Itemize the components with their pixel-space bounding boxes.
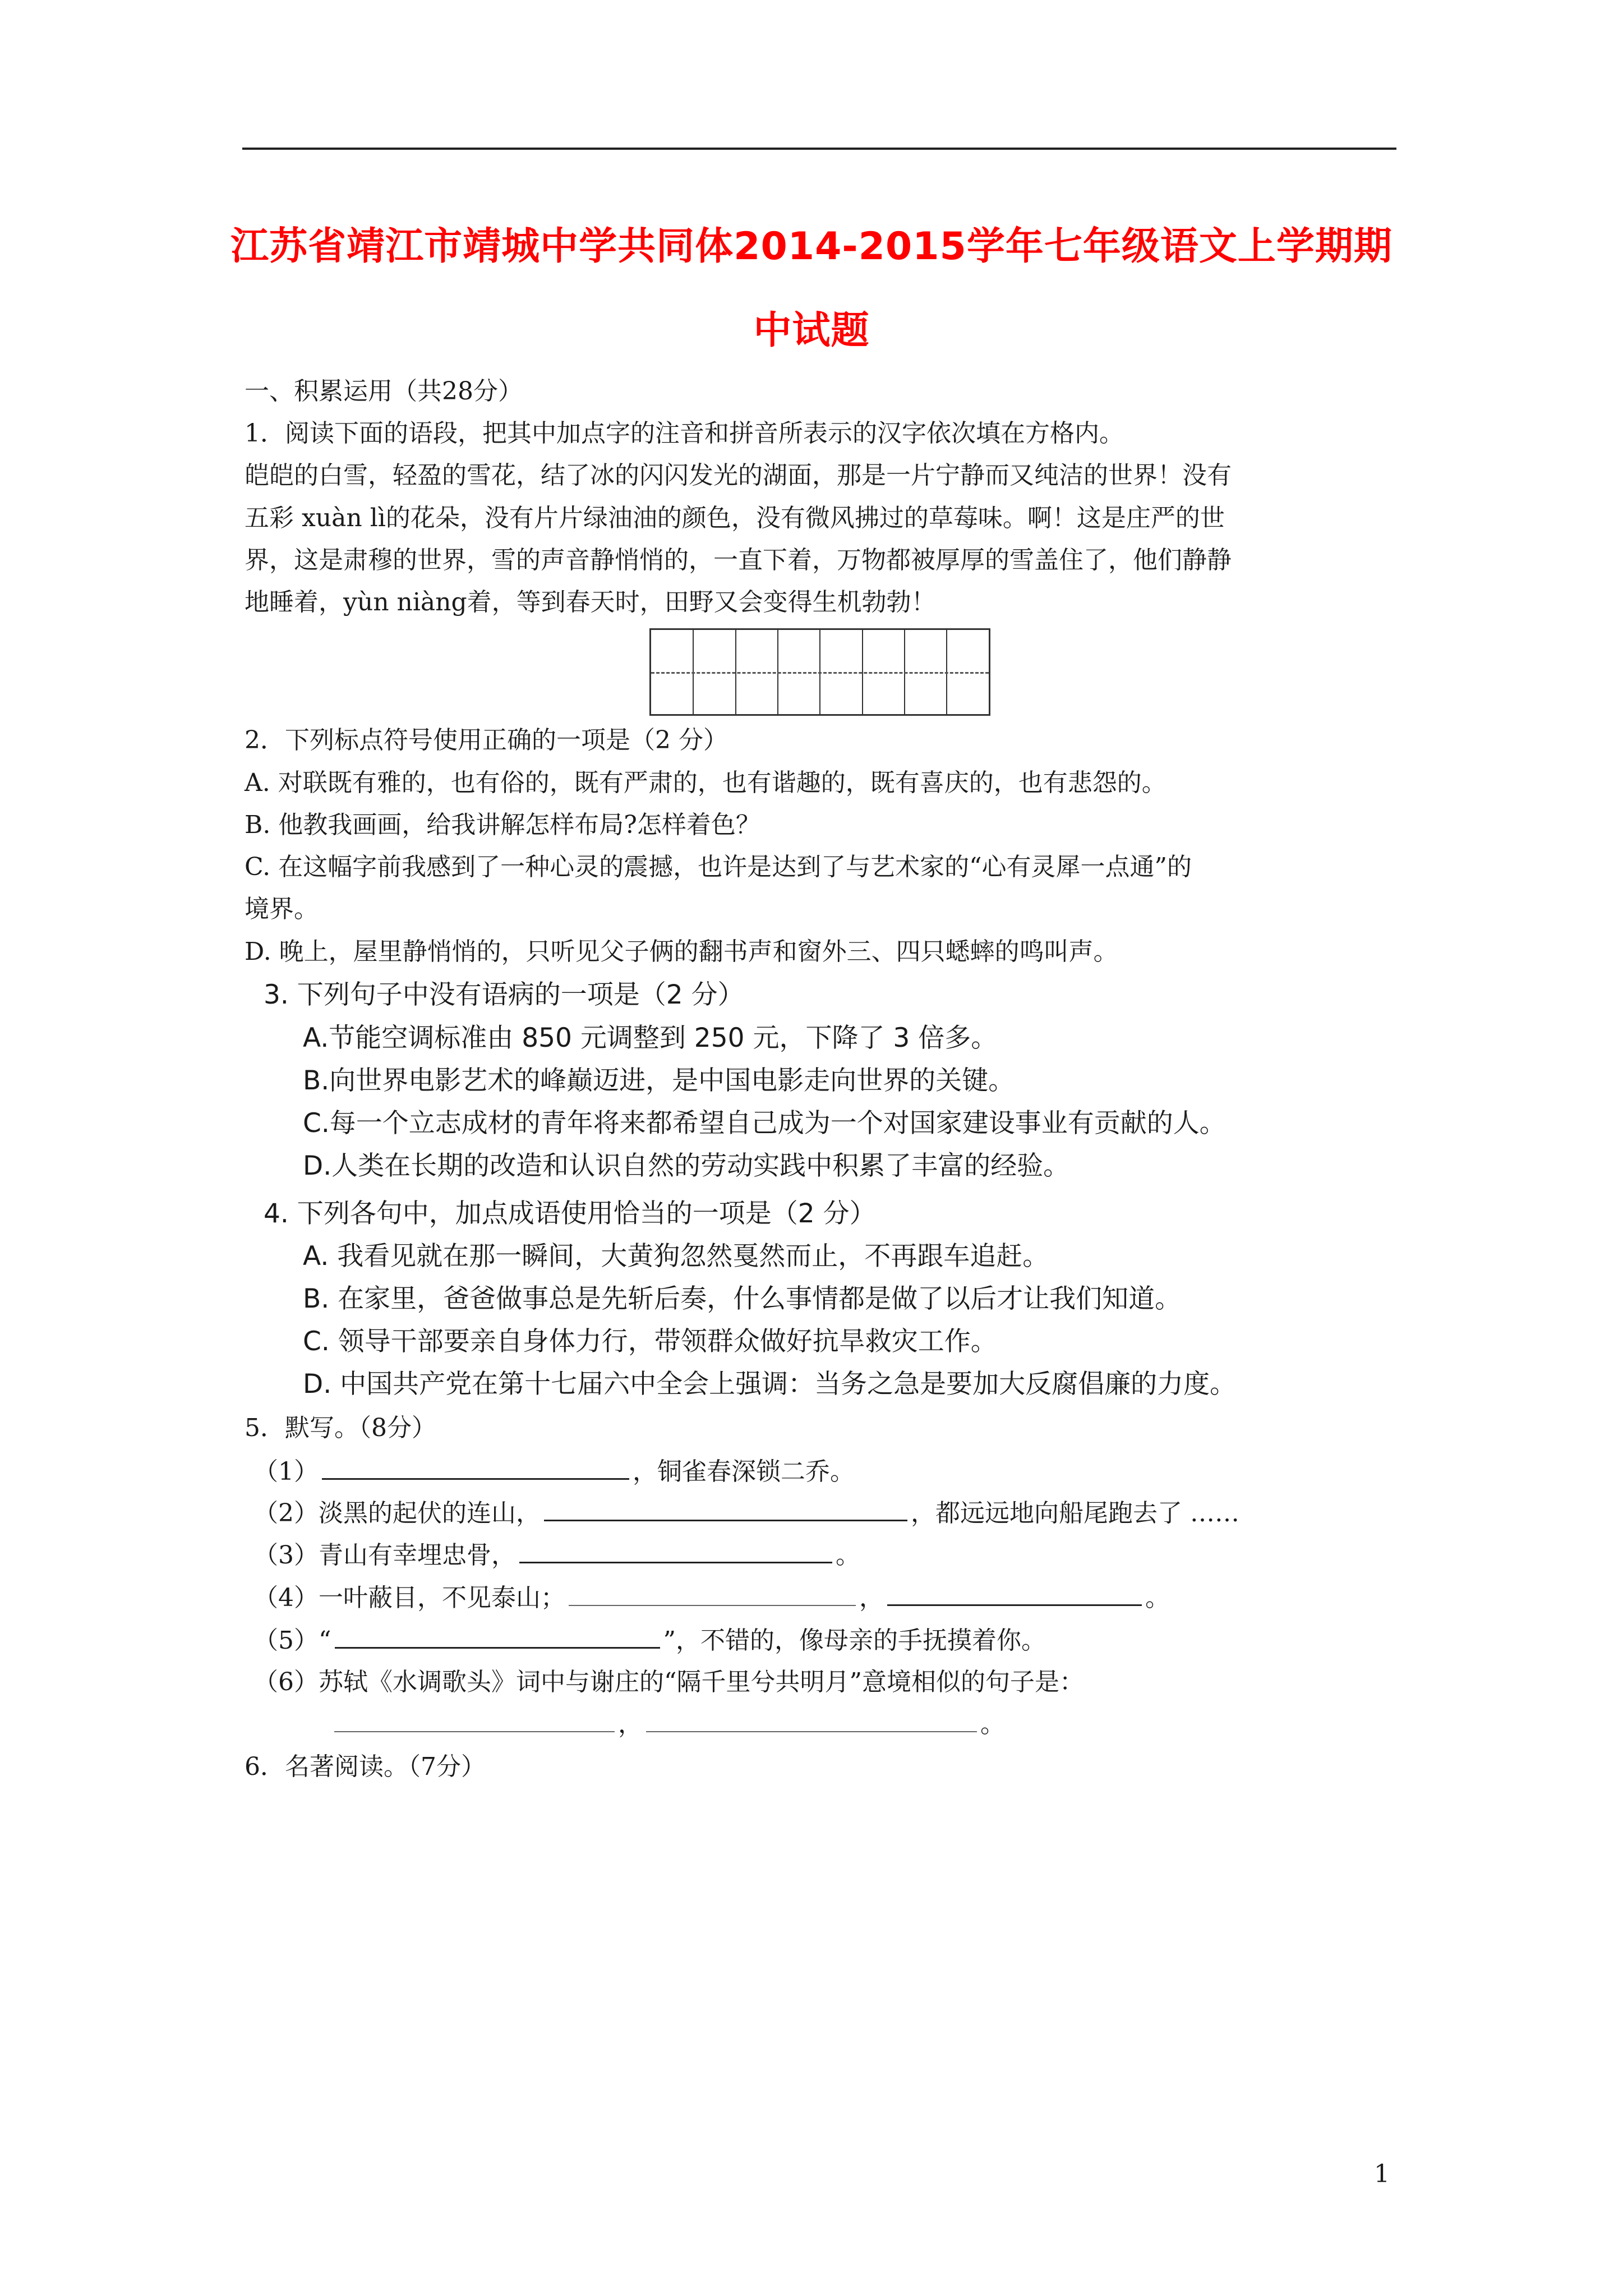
q5-item-2 bbox=[253, 1497, 1239, 1529]
q1-passage-line-4: 地睡着，yùn niàng着，等到春天时，田野又会变得生机勃勃！ bbox=[245, 588, 936, 616]
q5-item-6 bbox=[334, 1709, 1005, 1740]
grid-pinyin-divider bbox=[651, 672, 989, 674]
answer-grid[interactable] bbox=[649, 628, 990, 716]
q5-item-3 bbox=[253, 1539, 860, 1571]
q5-item-4-comma: ， bbox=[859, 1584, 884, 1612]
q4-option-b: B. 在家里，爸爸做事总是先斩后奏，什么事情都是做了以后才让我们知道。 bbox=[303, 1283, 1182, 1314]
exam-title-line-1: 江苏省靖江市靖城中学共同体2014-2015学年七年级语文上学期期 bbox=[230, 224, 1393, 269]
q5-item-2-text: （2）淡黑的起伏的连山， bbox=[253, 1499, 541, 1527]
q5-blank-5[interactable] bbox=[335, 1625, 660, 1649]
q1-prompt: 1．阅读下面的语段，把其中加点字的注音和拼音所表示的汉字依次填在方格内。 bbox=[245, 419, 1124, 448]
q5-prompt: 5．默写。（8分） bbox=[245, 1414, 436, 1442]
q2-option-c-cont: 境界。 bbox=[245, 895, 319, 923]
q5-item-3-end: 。 bbox=[836, 1541, 860, 1570]
q5-item-6-prompt: （6）苏轼《水调歌头》词中与谢庄的“隔千里兮共明月”意境相似的句子是： bbox=[253, 1668, 1084, 1696]
q5-blank-4a[interactable] bbox=[569, 1582, 856, 1606]
q5-item-4-text: （4）一叶蔽目，不见泰山； bbox=[253, 1584, 565, 1612]
q5-blank-3[interactable] bbox=[519, 1539, 832, 1563]
q4-option-c: C. 领导干部要亲自身体力行，带领群众做好抗旱救灾工作。 bbox=[303, 1326, 997, 1357]
q4-prompt: 4. 下列各句中，加点成语使用恰当的一项是（2 分） bbox=[264, 1198, 876, 1229]
q5-item-1-text: ，铜雀春深锁二乔。 bbox=[633, 1457, 855, 1486]
q5-item-6-comma: ， bbox=[618, 1710, 643, 1738]
q1-passage-line-1: 皑皑的白雪，轻盈的雪花，结了冰的闪闪发光的湖面，那是一片宁静而又纯洁的世界！没有 bbox=[245, 461, 1232, 490]
q5-item-5-text: （5）“ bbox=[253, 1626, 331, 1655]
q2-option-a: A. 对联既有雅的，也有俗的，既有严肃的，也有谐趣的，既有喜庆的，也有悲怨的。 bbox=[245, 769, 1166, 797]
q5-item-4 bbox=[253, 1582, 1170, 1614]
q5-item-1-number: （1） bbox=[253, 1457, 319, 1486]
q5-item-4-end: 。 bbox=[1145, 1584, 1170, 1612]
q3-option-b: B.向世界电影艺术的峰巅迈进，是中国电影走向世界的关键。 bbox=[303, 1065, 1015, 1096]
q2-option-b: B. 他教我画画，给我讲解怎样布局?怎样着色？ bbox=[245, 811, 760, 839]
exam-title-line-2: 中试题 bbox=[753, 309, 870, 353]
q5-item-5 bbox=[253, 1625, 1046, 1657]
q3-option-d: D.人类在长期的改造和认识自然的劳动实践中积累了丰富的经验。 bbox=[303, 1151, 1070, 1181]
header-rule bbox=[242, 148, 1396, 150]
q5-blank-4b[interactable] bbox=[887, 1582, 1142, 1606]
q5-blank-1[interactable] bbox=[322, 1456, 629, 1480]
q3-option-a: A.节能空调标准由 850 元调整到 250 元，下降了 3 倍多。 bbox=[303, 1023, 998, 1053]
page-number: 1 bbox=[1374, 2160, 1390, 2188]
q3-prompt: 3. 下列句子中没有语病的一项是（2 分） bbox=[264, 979, 744, 1010]
q1-passage-line-3: 界，这是肃穆的世界，雪的声音静悄悄的，一直下着，万物都被厚厚的雪盖住了，他们静静 bbox=[245, 546, 1232, 574]
q5-item-1 bbox=[253, 1456, 855, 1488]
q4-option-d: D. 中国共产党在第十七届六中全会上强调：当务之急是要加大反腐倡廉的力度。 bbox=[303, 1369, 1237, 1400]
q2-option-d: D. 晚上，屋里静悄悄的，只听见父子俩的翻书声和窗外三、四只蟋蟀的鸣叫声。 bbox=[245, 937, 1118, 966]
section-heading: 一、积累运用（共28分） bbox=[245, 377, 523, 406]
q2-prompt: 2．下列标点符号使用正确的一项是（2 分） bbox=[245, 726, 728, 754]
q4-option-a: A. 我看见就在那一瞬间，大黄狗忽然戛然而止，不再跟车追赶。 bbox=[303, 1241, 1049, 1272]
q3-option-c: C.每一个立志成材的青年将来都希望自己成为一个对国家建设事业有贡献的人。 bbox=[303, 1108, 1226, 1139]
q5-blank-6b[interactable] bbox=[646, 1709, 977, 1732]
q5-item-3-text: （3）青山有幸埋忠骨， bbox=[253, 1541, 516, 1570]
q5-blank-6a[interactable] bbox=[334, 1709, 615, 1732]
q2-option-c: C. 在这幅字前我感到了一种心灵的震撼，也许是达到了与艺术家的“心有灵犀一点通”的 bbox=[245, 853, 1192, 881]
q5-item-5-end: ”，不错的，像母亲的手抚摸着你。 bbox=[663, 1626, 1046, 1655]
q5-item-2-end: ，都远远地向船尾跑去了 …… bbox=[911, 1499, 1239, 1527]
q5-item-6-end: 。 bbox=[980, 1710, 1005, 1738]
q5-blank-2[interactable] bbox=[544, 1497, 907, 1521]
q6-prompt: 6．名著阅读。（7分） bbox=[245, 1752, 486, 1781]
q1-passage-line-2: 五彩 xuàn lì的花朵，没有片片绿油油的颜色，没有微风拂过的草莓味。啊！这是庄严的世 bbox=[245, 504, 1225, 532]
